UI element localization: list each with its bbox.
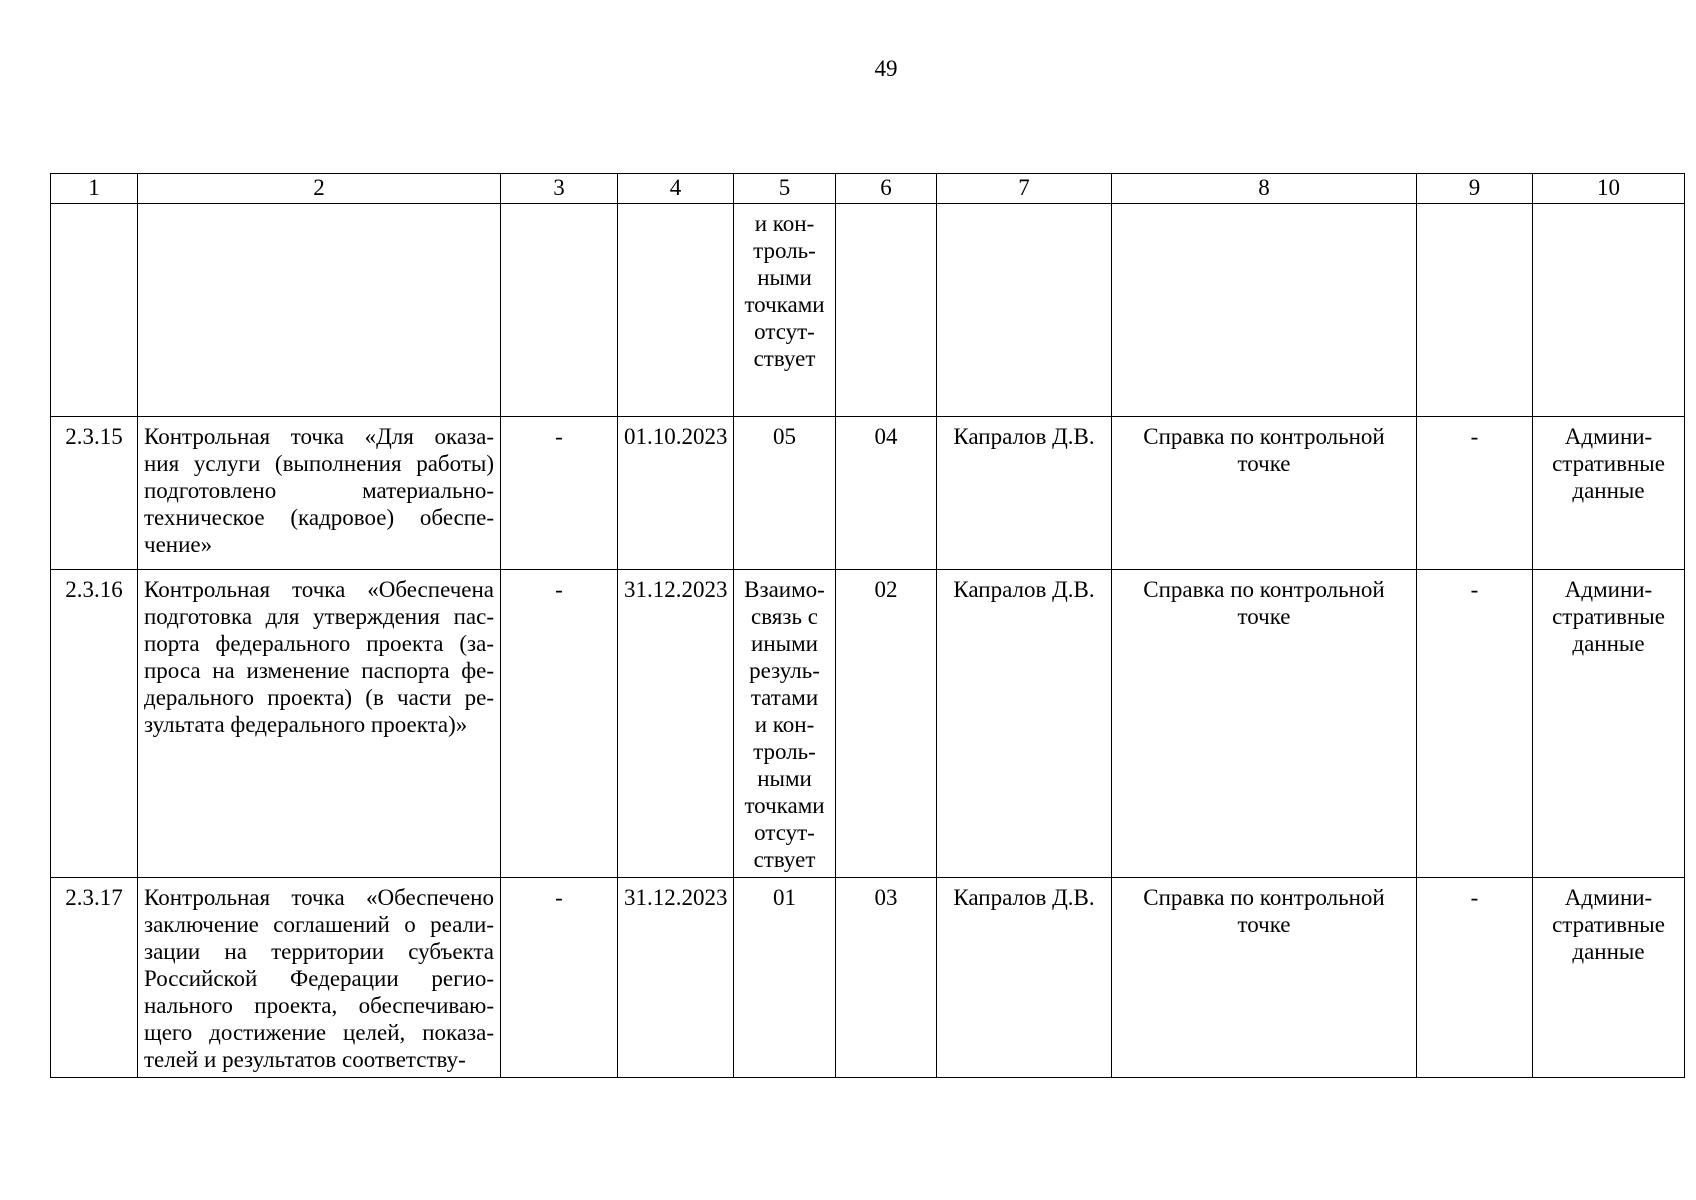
source-cell [1533, 878, 1685, 1078]
document-line: Справка по контрольной [1143, 885, 1385, 910]
source-line: стративные [1552, 451, 1665, 476]
col9-cell [1417, 204, 1533, 417]
col9-cell: - [1417, 878, 1533, 1078]
column-header-5: 5 [734, 174, 836, 204]
column-header-4: 4 [618, 174, 734, 204]
col3-cell: - [501, 570, 618, 878]
description-cell [138, 204, 501, 417]
column-header-9: 9 [1417, 174, 1533, 204]
relation-line: ствует [753, 346, 816, 371]
description-line: проса на изменение паспорта фе- [144, 658, 494, 683]
description-line: Российской Федерации регио- [144, 966, 494, 991]
relation-cell [734, 570, 836, 878]
row-number-cell: 2.3.16 [51, 570, 138, 878]
col6-cell [836, 204, 937, 417]
col6-cell: 02 [836, 570, 937, 878]
source-line: стративные [1552, 604, 1665, 629]
source-line: данные [1572, 478, 1645, 503]
source-line: данные [1572, 939, 1645, 964]
description-line: щего достижение целей, показа- [144, 1020, 494, 1045]
table-row [51, 878, 1685, 1078]
description-line: техническое (кадровое) обеспе- [144, 505, 494, 530]
document-line: Справка по контрольной [1143, 577, 1385, 602]
source-cell [1533, 204, 1685, 417]
col3-cell: - [501, 417, 618, 570]
relation-line: отсут- [754, 820, 815, 845]
relation-line: точками [744, 793, 825, 818]
responsible-cell: Капралов Д.В. [937, 570, 1112, 878]
document-line: точке [1237, 604, 1291, 629]
page-number: 49 [874, 56, 898, 81]
document-line: точке [1237, 912, 1291, 937]
description-line: дерального проекта) (в части ре- [144, 685, 494, 710]
description-cell [138, 570, 501, 878]
source-cell [1533, 570, 1685, 878]
source-line: данные [1572, 631, 1645, 656]
column-header-2: 2 [138, 174, 501, 204]
col9-cell: - [1417, 417, 1533, 570]
col9-cell: - [1417, 570, 1533, 878]
document-line: точке [1237, 451, 1291, 476]
relation-line: и кон- [754, 211, 815, 236]
relation-line: ными [757, 265, 812, 290]
document-cell [1112, 878, 1417, 1078]
column-header-6: 6 [836, 174, 937, 204]
row-number-cell: 2.3.17 [51, 878, 138, 1078]
relation-line: 05 [773, 424, 796, 449]
relation-line: троль- [753, 238, 816, 263]
description-line: заключение соглашений о реали- [144, 912, 494, 937]
date-cell: 01.10.2023 [618, 417, 734, 570]
description-line: Контрольная точка «Обеспечена [144, 577, 494, 602]
description-line: ния услуги (выполнения работы) [144, 451, 494, 476]
document-cell [1112, 204, 1417, 417]
source-line: Админи- [1564, 885, 1653, 910]
description-line: порта федерального проекта (за- [144, 631, 494, 656]
description-cell [138, 417, 501, 570]
description-line: подготовлено материально- [144, 478, 494, 503]
relation-line: ствует [753, 847, 816, 872]
relation-line: троль- [753, 739, 816, 764]
column-header-7: 7 [937, 174, 1112, 204]
relation-line: точками [744, 292, 825, 317]
description-line: Контрольная точка «Для оказа- [144, 424, 494, 449]
responsible-cell [937, 204, 1112, 417]
document-cell [1112, 570, 1417, 878]
relation-line: отсут- [754, 319, 815, 344]
document-cell [1112, 417, 1417, 570]
column-header-10: 10 [1533, 174, 1685, 204]
description-line: нального проекта, обеспечиваю- [144, 993, 494, 1018]
source-line: стративные [1552, 912, 1665, 937]
column-header-8: 8 [1112, 174, 1417, 204]
relation-cell [734, 417, 836, 570]
table-row [51, 204, 1685, 417]
column-header-1: 1 [51, 174, 138, 204]
responsible-cell: Капралов Д.В. [937, 878, 1112, 1078]
date-cell: 31.12.2023 [618, 878, 734, 1078]
relation-line: Взаимо- [744, 577, 825, 602]
description-cell [138, 878, 501, 1078]
relation-line: и кон- [754, 712, 815, 737]
source-line: Админи- [1564, 577, 1653, 602]
description-line: Контрольная точка «Обеспечено [144, 885, 494, 910]
description-line: подготовка для утверждения пас- [144, 604, 494, 629]
col6-cell: 03 [836, 878, 937, 1078]
description-line: телей и результатов соответству- [144, 1047, 466, 1072]
col3-cell: - [501, 878, 618, 1078]
relation-line: ными [757, 766, 812, 791]
data-table [50, 173, 1685, 1078]
row-number-cell [51, 204, 138, 417]
row-number-cell: 2.3.15 [51, 417, 138, 570]
table-row [51, 570, 1685, 878]
source-line: Админи- [1564, 424, 1653, 449]
description-line: зультата федерального проекта)» [144, 712, 468, 737]
relation-line: 01 [773, 885, 796, 910]
relation-line: резуль- [749, 658, 820, 683]
relation-line: татами [750, 685, 819, 710]
relation-cell [734, 878, 836, 1078]
date-cell: 31.12.2023 [618, 570, 734, 878]
description-line: зации на территории субъекта [144, 939, 494, 964]
responsible-cell: Капралов Д.В. [937, 417, 1112, 570]
column-number-header-row [51, 174, 1685, 204]
col6-cell: 04 [836, 417, 937, 570]
date-cell [618, 204, 734, 417]
document-line: Справка по контрольной [1143, 424, 1385, 449]
source-cell [1533, 417, 1685, 570]
column-header-3: 3 [501, 174, 618, 204]
relation-cell [734, 204, 836, 417]
relation-line: связь с [751, 604, 818, 629]
col3-cell [501, 204, 618, 417]
description-line: чение» [144, 532, 213, 557]
relation-line: иными [751, 631, 818, 656]
table-row [51, 417, 1685, 570]
